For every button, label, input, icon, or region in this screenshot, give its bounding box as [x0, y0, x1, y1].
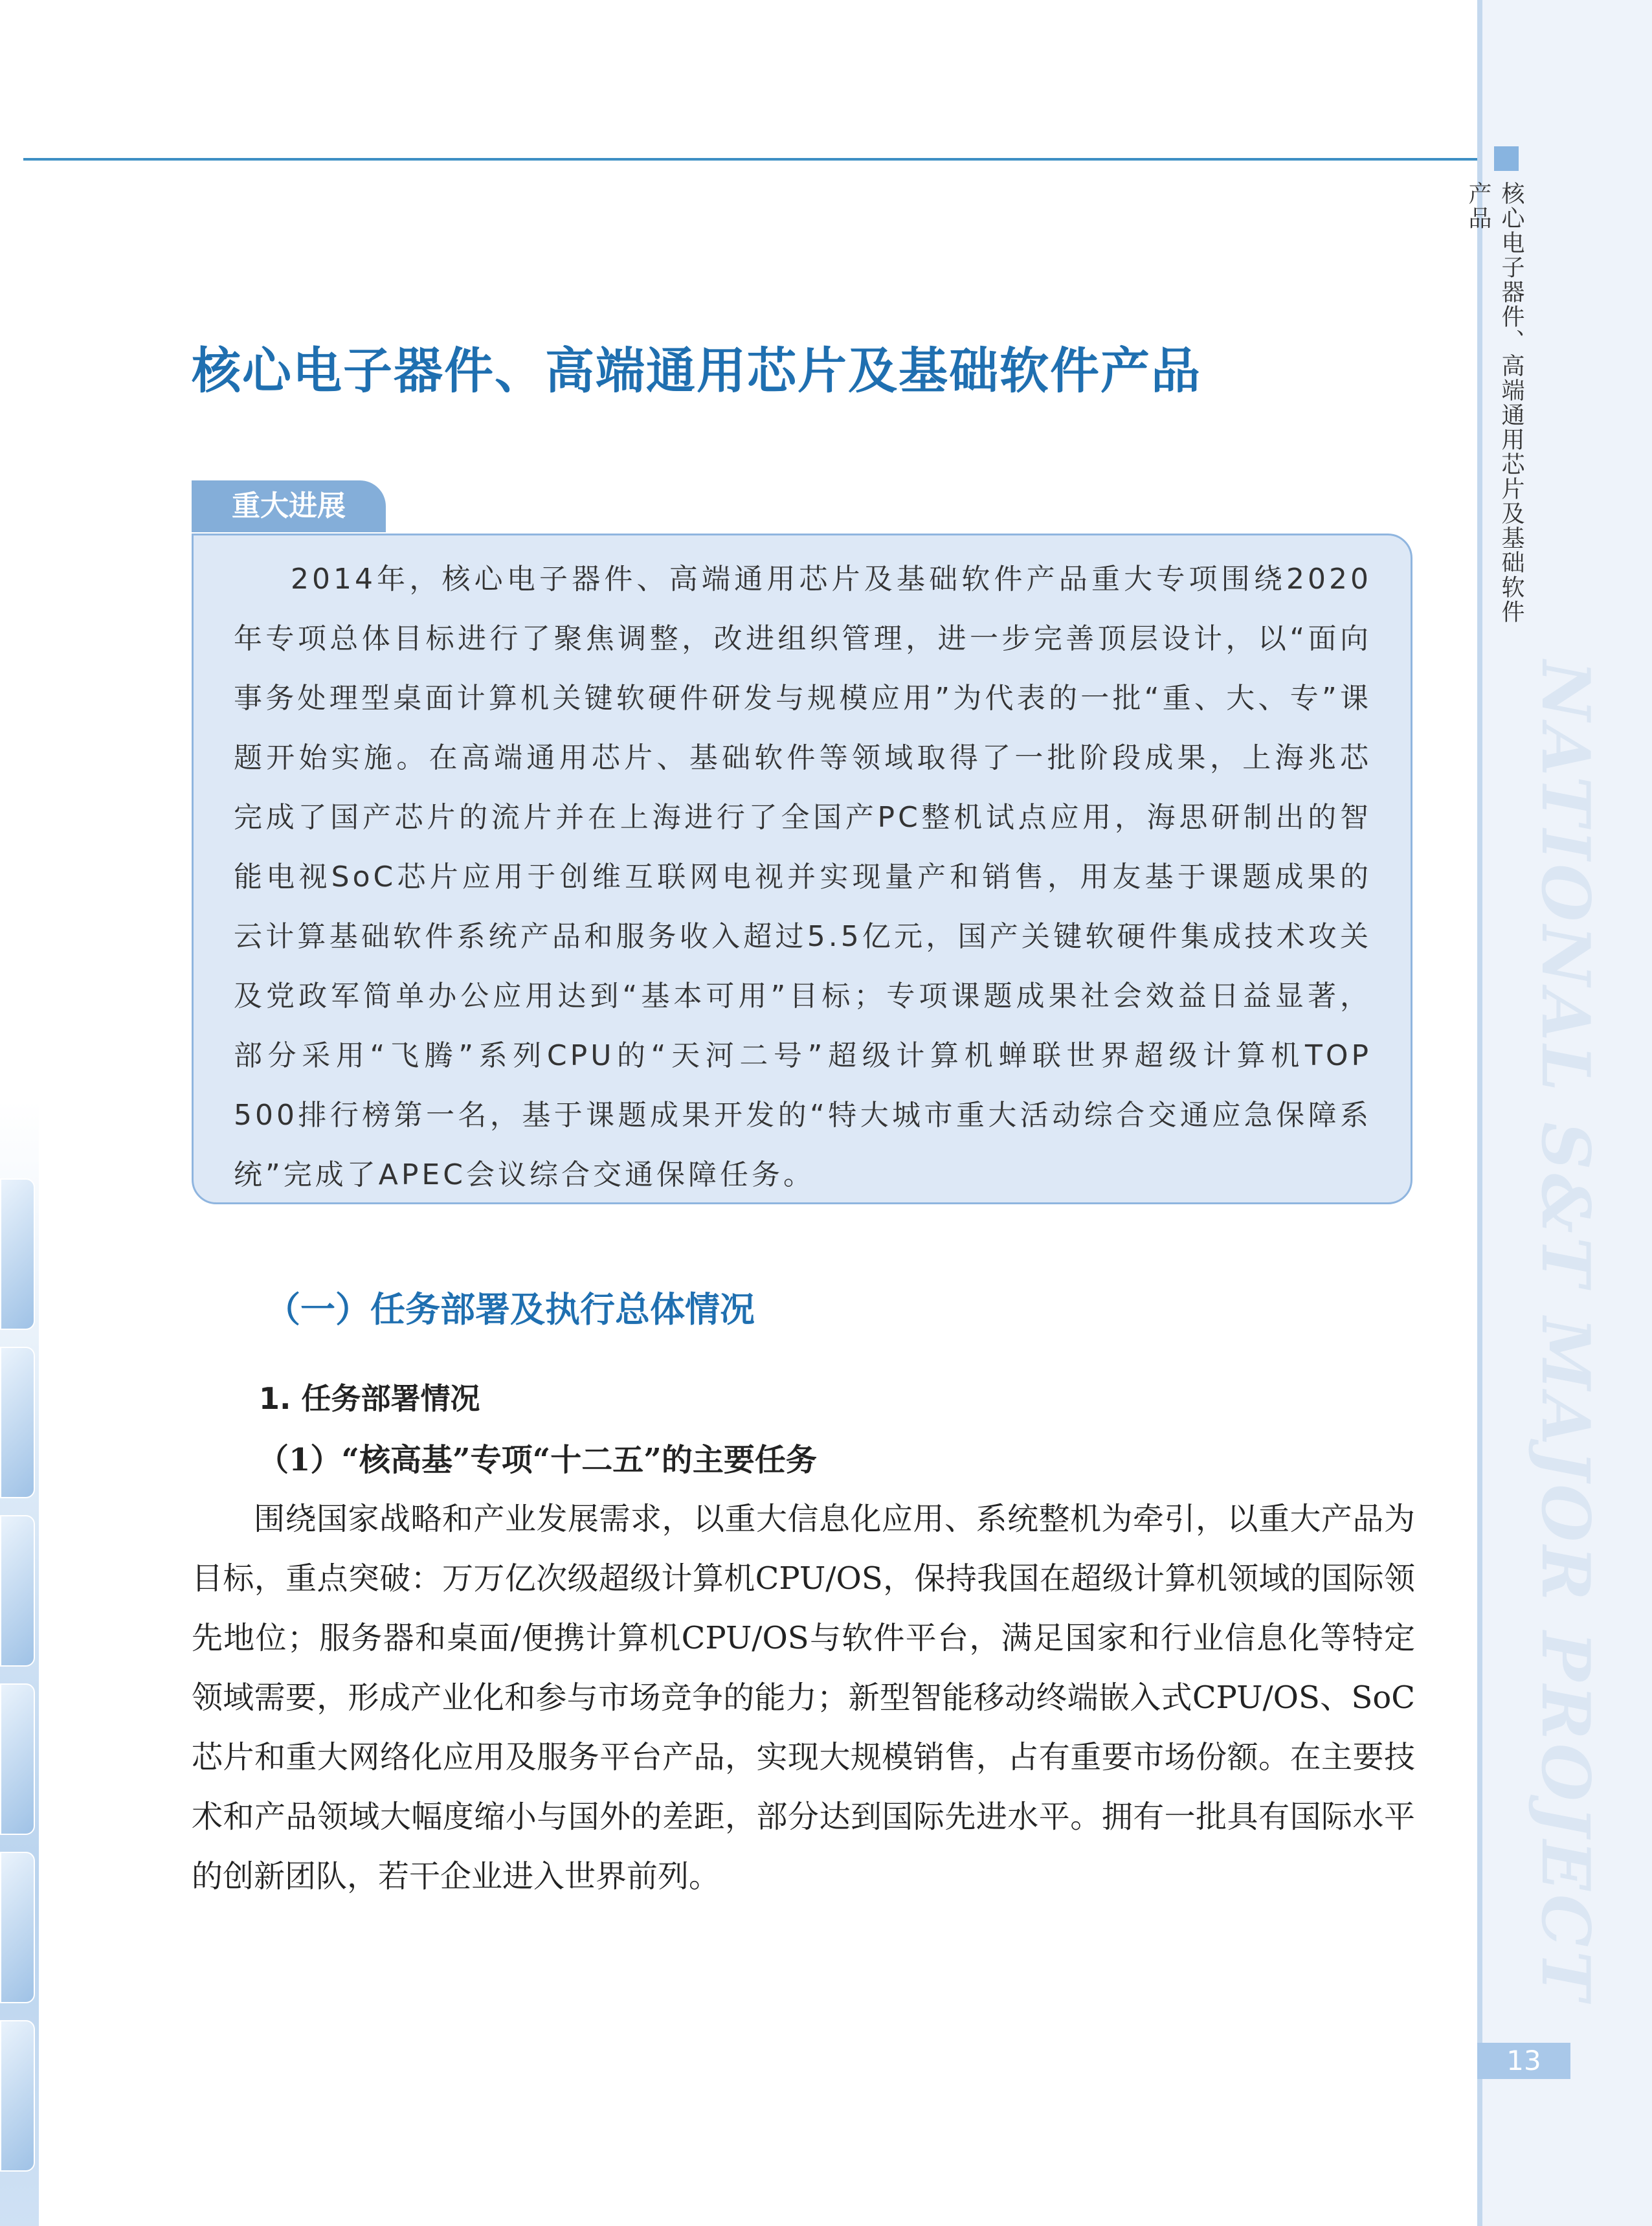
body-paragraph: 围绕国家战略和产业发展需求，以重大信息化应用、系统整机为牵引，以重大产品为目标，重点突破：万万亿次级超级计算机CPU/OS，保持我国在超级计算机领域的国际领先地位；服务器和桌面/便携计算机CPU/OS与软件平台，满足国家和行业信息化等特定领域需要，形成产业化和参与市场竞争的能力；新型智能移动终端嵌入式CPU/OS、SoC芯片和重大网络化应用及服务平台产品，实现大规模销售，占有重要市场份额。在主要技术和产品领域大幅度缩小与国外的差距，部分达到国际先进水平。拥有一批具有国际水平的创新团队，若干企业进入世界前列。	[192, 1501, 1415, 1894]
section-heading: （一）任务部署及执行总体情况	[265, 1289, 755, 1330]
sidebar-marker-square	[1494, 146, 1519, 171]
decoration-tile	[0, 1515, 35, 1667]
subsection-heading: 1. 任务部署情况	[259, 1381, 480, 1416]
sidebar-edge	[1477, 0, 1482, 2226]
sub-subsection-heading: （1）“核高基”专项“十二五”的主要任务	[258, 1442, 817, 1478]
decoration-tile	[0, 1852, 35, 2003]
decoration-tile	[0, 2020, 35, 2172]
decoration-tile	[0, 1178, 35, 1330]
header-rule	[23, 158, 1481, 161]
decoration-tile	[0, 1347, 35, 1498]
left-edge-decoration	[0, 1101, 39, 2226]
highlight-box	[192, 534, 1412, 1204]
sidebar-english-watermark: NATIONAL S&T MAJOR PROJECT	[1526, 660, 1604, 2004]
decoration-tile	[0, 1683, 35, 1835]
highlight-box-tab: 重大进展	[192, 480, 386, 532]
page-number: 13	[1477, 2043, 1570, 2079]
sidebar-chapter-label: 核心电子器件、高端通用芯片及基础软件产品	[1465, 181, 1524, 624]
highlight-box-text: 2014年，核心电子器件、高端通用芯片及基础软件产品重大专项围绕2020年专项总体目标进行了聚焦调整，改进组织管理，进一步完善顶层设计，以“面向事务处理型桌面计算机关键软硬件研发与规模应用”为代表的一批“重、大、专”课题开始实施。在高端通用芯片、基础软件等领域取得了一批阶段成果，上海兆芯完成了国产芯片的流片并在上海进行了全国产PC整机试点应用，海思研制出的智能电视SoC芯片应用于创维互联网电视并实现量产和销售，用友基于课题成果的云计算基础软件系统产品和服务收入超过5.5亿元，国产关键软硬件集成技术攻关及党政军简单办公应用达到“基本可用”目标；专项课题成果社会效益日益显著，部分采用“飞腾”系列CPU的“天河二号”超级计算机蝉联世界超级计算机TOP 500排行榜第一名，基于课题成果开发的“特大城市重大活动综合交通应急保障系统”完成了APEC会议综合交通保障任务。	[234, 563, 1372, 1191]
chapter-title: 核心电子器件、高端通用芯片及基础软件产品	[192, 342, 1201, 399]
